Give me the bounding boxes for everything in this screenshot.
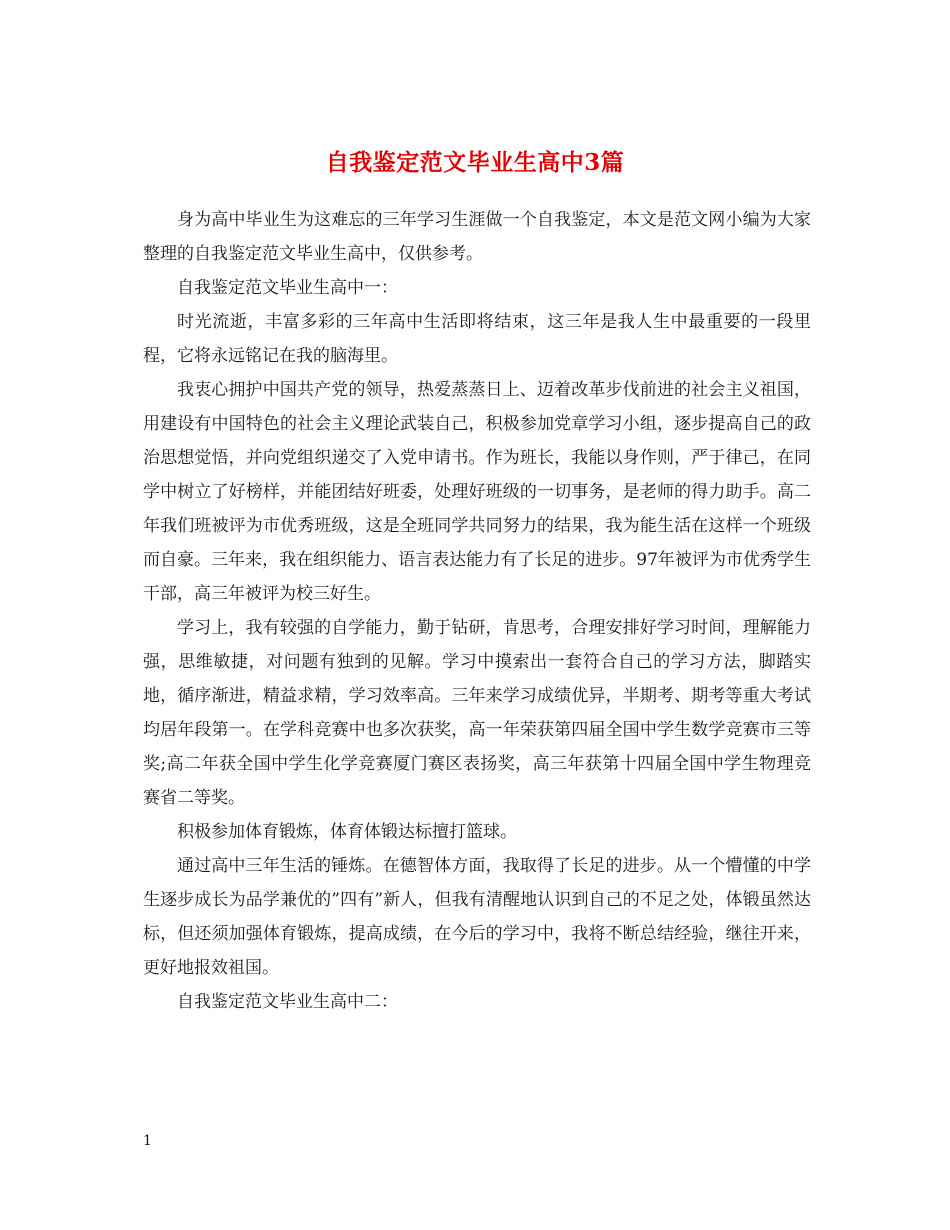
page-number: 1 <box>143 1133 152 1149</box>
document-title: 自我鉴定范文毕业生高中3篇 <box>325 149 625 177</box>
paragraph: 学习上，我有较强的自学能力，勤于钻研，肯思考，合理安排好学习时间，理解能力强，思维敏捷，对问题有独到的见解。学习中摸索出一套符合自己的学习方法，脚踏实地，循序渐进，精益求精，学习效率高。三年来学习成绩优异，半期考、期考等重大考试均居年段第一。在学科竞赛中也多次获奖，高一年荣获第四届全国中学生数学竞赛市三等奖;高二年获全国中学生化学竞赛厦门赛区表扬奖，高三年获第十四届全国中学生物理竞赛省二等奖。 <box>143 618 811 808</box>
section-heading-one: 自我鉴定范文毕业生高中一： <box>177 278 398 298</box>
paragraph: 积极参加体育锻炼，体育体锻达标擅打篮球。 <box>177 822 517 842</box>
paragraph: 我衷心拥护中国共产党的领导，热爱蒸蒸日上、迈着改革步伐前进的社会主义祖国，用建设有中国特色的社会主义理论武装自己，积极参加党章学习小组，逐步提高自己的政治思想觉悟，并向党组织递交了入党申请书。作为班长，我能以身作则，严于律己，在同学中树立了好榜样，并能团结好班委，处理好班级的一切事务，是老师的得力助手。高二年我们班被评为市优秀班级，这是全班同学共同努力的结果，我为能生活在这样一个班级而自豪。三年来，我在组织能力、语言表达能力有了长足的进步。97年被评为市优秀学生干部，高三年被评为校三好生。 <box>143 380 811 604</box>
document-body <box>143 203 811 1019</box>
paragraph: 通过高中三年生活的锤炼。在德智体方面，我取得了长足的进步。从一个懵懂的中学生逐步成长为品学兼优的”四有”新人，但我有清醒地认识到自己的不足之处，体锻虽然达标，但还须加强体育锻炼，提高成绩，在今后的学习中，我将不断总结经验，继往开来，更好地报效祖国。 <box>143 856 811 978</box>
paragraph: 时光流逝，丰富多彩的三年高中生活即将结束，这三年是我人生中最重要的一段里程，它将永远铭记在我的脑海里。 <box>143 312 811 366</box>
paragraph-intro: 身为高中毕业生为这难忘的三年学习生涯做一个自我鉴定，本文是范文网小编为大家整理的自我鉴定范文毕业生高中，仅供参考。 <box>143 210 811 264</box>
section-heading-two: 自我鉴定范文毕业生高中二： <box>177 992 398 1012</box>
